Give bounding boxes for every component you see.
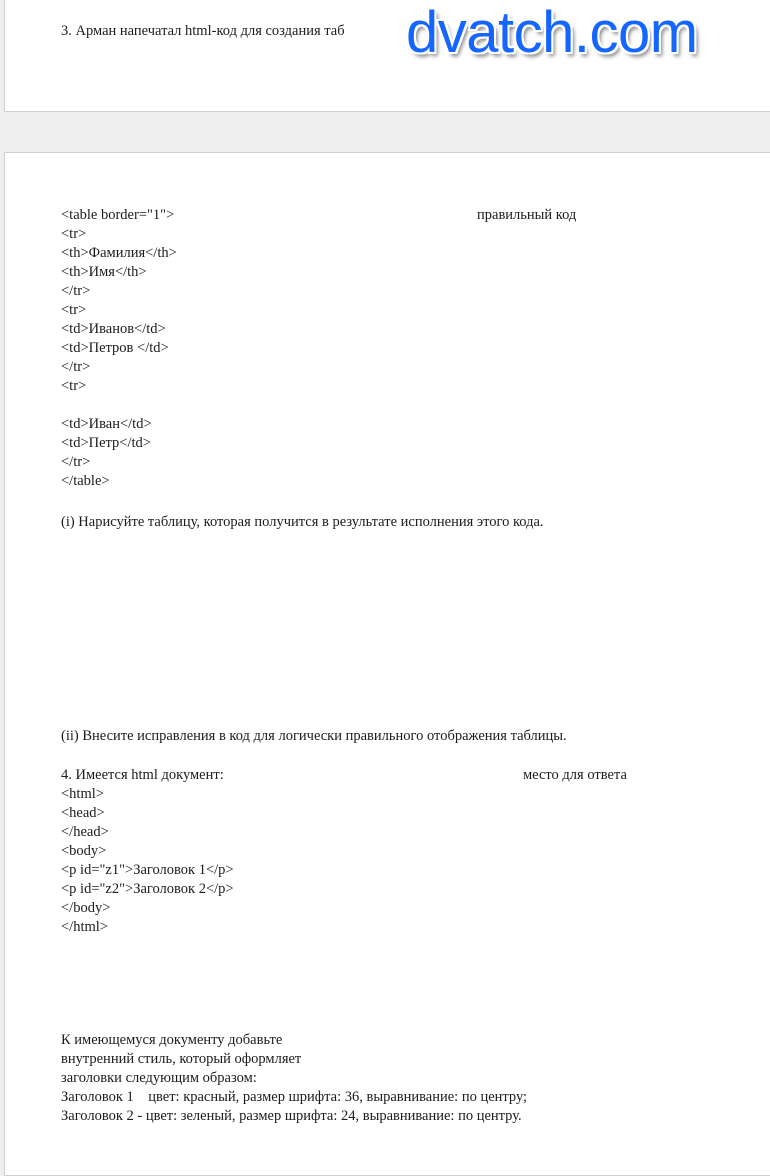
correct-code-note: правильный код bbox=[477, 207, 577, 223]
task-ii-text: (ii) Внесите исправления в код для логически правильного отображения таблицы. bbox=[61, 728, 567, 744]
code-line: <tr> bbox=[61, 226, 87, 242]
code-line: <th>Имя</th> bbox=[61, 264, 147, 280]
code-line: <td>Иванов</td> bbox=[61, 321, 166, 337]
code-line: </head> bbox=[61, 824, 109, 840]
code-line: <td>Иван</td> bbox=[61, 416, 152, 432]
instruction-line: К имеющемуся документу добавьте bbox=[61, 1032, 283, 1048]
code-line: </tr> bbox=[61, 283, 91, 299]
code-line: </tr> bbox=[61, 359, 91, 375]
code-line: <table border="1"> bbox=[61, 207, 175, 223]
instruction-line: Заголовок 2 - цвет: зеленый, размер шрифта: 24, выравнивание: по центру. bbox=[61, 1108, 522, 1124]
site-watermark-logo: dvatch.com bbox=[406, 0, 698, 65]
code-line: <td>Петр</td> bbox=[61, 435, 151, 451]
question-card-main bbox=[4, 152, 770, 1176]
code-line: </body> bbox=[61, 900, 111, 916]
code-line: <head> bbox=[61, 805, 105, 821]
instruction-line: Заголовок 1 цвет: красный, размер шрифта: 36, выравнивание: по центру; bbox=[61, 1089, 528, 1105]
code-line: </tr> bbox=[61, 454, 91, 470]
answer-space-note: место для ответа bbox=[523, 767, 627, 783]
code-line: <html> bbox=[61, 786, 104, 802]
task-i-text: (i) Нарисуйте таблицу, которая получится в результате исполнения этого кода. bbox=[61, 514, 544, 530]
code-line: <tr> bbox=[61, 378, 87, 394]
code-line: </table> bbox=[61, 473, 110, 489]
code-line: <p id="z1">Заголовок 1</p> bbox=[61, 862, 234, 878]
code-line: <th>Фамилия</th> bbox=[61, 245, 177, 261]
instruction-line: внутренний стиль, который оформляет bbox=[61, 1051, 302, 1067]
question-4-title: 4. Имеется html документ: bbox=[61, 767, 224, 783]
instruction-line: заголовки следующим образом: bbox=[61, 1070, 257, 1086]
code-line: <body> bbox=[61, 843, 107, 859]
code-line: </html> bbox=[61, 919, 108, 935]
code-line: <p id="z2">Заголовок 2</p> bbox=[61, 881, 234, 897]
code-line: <td>Петров </td> bbox=[61, 340, 169, 356]
code-line: <tr> bbox=[61, 302, 87, 318]
question-3-title: 3. Арман напечатал html-код для создания таб bbox=[61, 23, 345, 39]
